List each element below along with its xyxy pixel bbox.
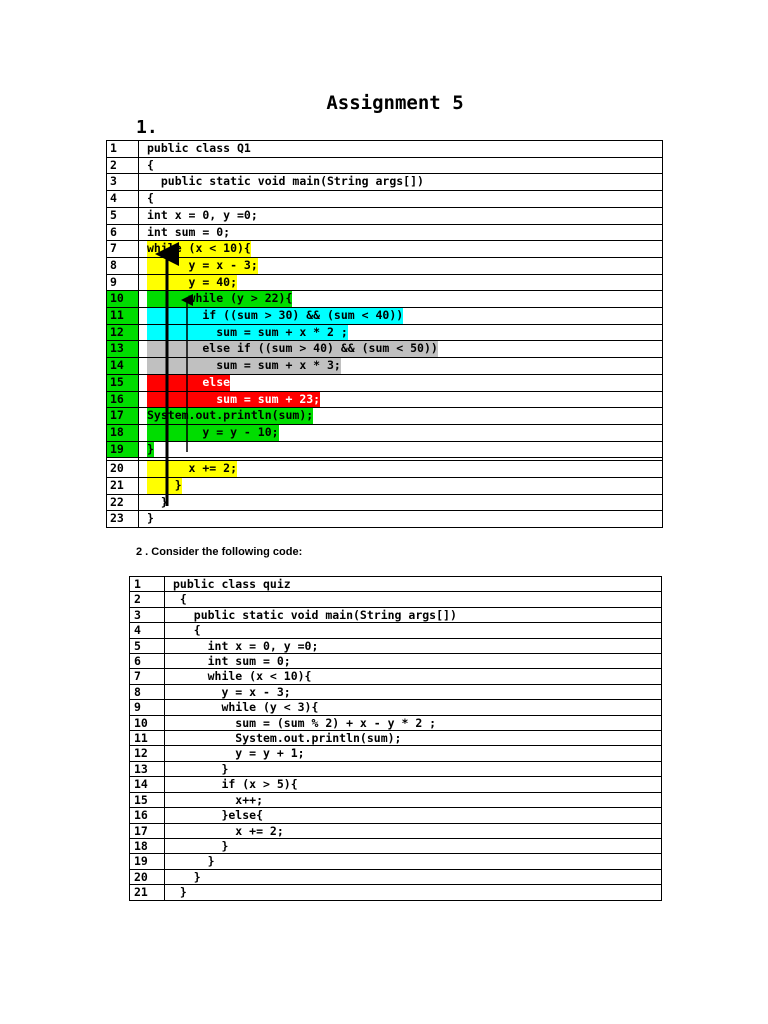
- table-row: [130, 700, 662, 715]
- table-row: [130, 731, 662, 746]
- line-number: 6: [107, 224, 139, 241]
- code-cell: [139, 157, 663, 174]
- code-text: sum = sum + x * 3;: [147, 358, 341, 373]
- line-number: 19: [107, 441, 139, 458]
- table-row: [130, 854, 662, 869]
- line-number: 1: [130, 577, 165, 592]
- table-row: [107, 241, 663, 258]
- code-text: if (x > 5){: [173, 777, 298, 792]
- code-cell: [165, 669, 662, 684]
- line-number: 3: [107, 174, 139, 191]
- line-number: 18: [107, 424, 139, 441]
- code-text: System.out.println(sum);: [147, 408, 314, 423]
- question-2-code-table: [129, 576, 662, 901]
- table-row: [107, 391, 663, 408]
- code-cell: [139, 141, 663, 158]
- table-row: [130, 792, 662, 807]
- line-number: 12: [130, 746, 165, 761]
- table-row: [107, 494, 663, 511]
- code-text: sum = (sum % 2) + x - y * 2 ;: [173, 715, 437, 730]
- line-number: 9: [107, 274, 139, 291]
- code-text: y = y + 1;: [173, 746, 305, 761]
- code-text: {: [147, 191, 154, 206]
- code-text: y = 40;: [147, 274, 238, 289]
- code-text: y = x - 3;: [147, 257, 258, 272]
- code-text: while (y < 3){: [173, 700, 319, 715]
- table-row: [107, 461, 663, 478]
- code-text: }: [147, 511, 154, 526]
- code-cell: [139, 191, 663, 208]
- question-1-number: 1.: [136, 117, 158, 138]
- code-text: x++;: [173, 792, 264, 807]
- code-text: }: [147, 441, 154, 456]
- line-number: 4: [107, 191, 139, 208]
- table-row: [107, 274, 663, 291]
- code-text: else if ((sum > 40) && (sum < 50)): [147, 341, 438, 356]
- table-row: [107, 224, 663, 241]
- line-number: 20: [107, 461, 139, 478]
- code-cell: [165, 808, 662, 823]
- line-number: 7: [107, 241, 139, 258]
- code-cell: [165, 731, 662, 746]
- table-row: [107, 308, 663, 325]
- code-cell: [165, 761, 662, 776]
- table-row: [130, 761, 662, 776]
- line-number: 22: [107, 494, 139, 511]
- line-number: 17: [107, 408, 139, 425]
- code-cell: [165, 607, 662, 622]
- table-row: [107, 257, 663, 274]
- code-text: public static void main(String args[]): [173, 607, 457, 622]
- table-row: [107, 141, 663, 158]
- table-row: [130, 638, 662, 653]
- code-text: System.out.println(sum);: [173, 731, 402, 746]
- line-number: 21: [130, 885, 165, 900]
- table-row: [107, 511, 663, 528]
- code-cell: [139, 207, 663, 224]
- line-number: 9: [130, 700, 165, 715]
- table-row: [107, 174, 663, 191]
- line-number: 16: [107, 391, 139, 408]
- line-number: 13: [130, 761, 165, 776]
- table-row: [130, 577, 662, 592]
- line-number: 7: [130, 669, 165, 684]
- code-text: x += 2;: [147, 461, 238, 476]
- code-cell: [139, 408, 663, 425]
- code-text: x += 2;: [173, 823, 284, 838]
- code-cell: [139, 391, 663, 408]
- table-row: [130, 623, 662, 638]
- code-text: public static void main(String args[]): [147, 174, 424, 189]
- code-text: while (x < 10){: [147, 241, 251, 256]
- code-cell: [139, 341, 663, 358]
- table-row: [130, 746, 662, 761]
- table-row: [107, 324, 663, 341]
- code-cell: [165, 654, 662, 669]
- line-number: 15: [107, 374, 139, 391]
- code-text: int sum = 0;: [147, 224, 231, 239]
- code-cell: [165, 869, 662, 884]
- line-number: 16: [130, 808, 165, 823]
- code-cell: [139, 308, 663, 325]
- code-text: }: [147, 494, 168, 509]
- code-text: }: [147, 478, 182, 493]
- code-text: }: [173, 885, 187, 900]
- code-text: }: [173, 869, 201, 884]
- code-text: while (x < 10){: [173, 669, 312, 684]
- table-row: [107, 157, 663, 174]
- code-text: int sum = 0;: [173, 654, 291, 669]
- code-cell: [139, 511, 663, 528]
- line-number: 6: [130, 654, 165, 669]
- table-row: [130, 808, 662, 823]
- table-row: [107, 424, 663, 441]
- line-number: 5: [130, 638, 165, 653]
- line-number: 2: [107, 157, 139, 174]
- table-row: [107, 441, 663, 458]
- line-number: 3: [130, 607, 165, 622]
- table-row: [107, 291, 663, 308]
- code-text: sum = sum + 23;: [147, 391, 321, 406]
- code-text: public class Q1: [147, 141, 251, 155]
- code-cell: [165, 792, 662, 807]
- line-number: 12: [107, 324, 139, 341]
- table-row: [130, 715, 662, 730]
- table-row: [130, 885, 662, 900]
- code-cell: [165, 623, 662, 638]
- code-cell: [139, 274, 663, 291]
- line-number: 14: [130, 777, 165, 792]
- code-cell: [139, 478, 663, 495]
- table-row: [107, 207, 663, 224]
- table-row: [130, 669, 662, 684]
- table-row: [130, 607, 662, 622]
- code-cell: [139, 224, 663, 241]
- line-number: 18: [130, 838, 165, 853]
- line-number: 20: [130, 869, 165, 884]
- code-cell: [139, 257, 663, 274]
- code-cell: [165, 885, 662, 900]
- code-text: else: [147, 374, 231, 389]
- code-text: y = y - 10;: [147, 424, 279, 439]
- line-number: 8: [130, 684, 165, 699]
- code-cell: [165, 746, 662, 761]
- code-text: if ((sum > 30) && (sum < 40)): [147, 308, 404, 323]
- code-cell: [139, 291, 663, 308]
- code-text: int x = 0, y =0;: [147, 207, 258, 222]
- code-text: }else{: [173, 808, 264, 823]
- question-2-prompt: 2 . Consider the following code:: [136, 546, 303, 558]
- code-text: y = x - 3;: [173, 684, 291, 699]
- line-number: 13: [107, 341, 139, 358]
- code-text: {: [147, 157, 154, 172]
- code-cell: [165, 684, 662, 699]
- code-text: }: [173, 761, 229, 776]
- line-number: 21: [107, 478, 139, 495]
- code-text: }: [173, 854, 215, 869]
- table-row: [107, 374, 663, 391]
- line-number: 8: [107, 257, 139, 274]
- line-number: 17: [130, 823, 165, 838]
- code-text: while (y > 22){: [147, 291, 293, 306]
- table-row: [130, 777, 662, 792]
- code-cell: [165, 592, 662, 607]
- line-number: 14: [107, 358, 139, 375]
- table-row: [130, 838, 662, 853]
- table-row: [130, 823, 662, 838]
- code-text: }: [173, 838, 229, 853]
- page-title: Assignment 5: [326, 92, 464, 114]
- line-number: 2: [130, 592, 165, 607]
- code-cell: [165, 700, 662, 715]
- code-cell: [139, 461, 663, 478]
- line-number: 11: [130, 731, 165, 746]
- code-cell: [139, 441, 663, 458]
- question-1-code-table: [106, 140, 663, 528]
- table-row: [107, 341, 663, 358]
- code-cell: [139, 174, 663, 191]
- table-row: [130, 869, 662, 884]
- code-cell: [139, 324, 663, 341]
- code-cell: [139, 358, 663, 375]
- code-text: public class quiz: [173, 577, 291, 591]
- table-row: [107, 191, 663, 208]
- code-text: sum = sum + x * 2 ;: [147, 324, 348, 339]
- code-cell: [165, 638, 662, 653]
- code-cell: [165, 838, 662, 853]
- line-number: 1: [107, 141, 139, 158]
- table-row: [107, 408, 663, 425]
- table-row: [130, 684, 662, 699]
- line-number: 23: [107, 511, 139, 528]
- code-cell: [165, 823, 662, 838]
- line-number: 10: [130, 715, 165, 730]
- line-number: 5: [107, 207, 139, 224]
- line-number: 10: [107, 291, 139, 308]
- code-cell: [139, 241, 663, 258]
- code-cell: [139, 374, 663, 391]
- code-cell: [165, 715, 662, 730]
- code-text: int x = 0, y =0;: [173, 638, 319, 653]
- code-text: {: [173, 623, 201, 638]
- table-row: [130, 654, 662, 669]
- code-cell: [165, 854, 662, 869]
- code-cell: [165, 577, 662, 592]
- table-row: [107, 478, 663, 495]
- code-text: {: [173, 592, 187, 607]
- line-number: 19: [130, 854, 165, 869]
- line-number: 11: [107, 308, 139, 325]
- code-cell: [139, 424, 663, 441]
- line-number: 15: [130, 792, 165, 807]
- code-cell: [165, 777, 662, 792]
- table-row: [130, 592, 662, 607]
- code-cell: [139, 494, 663, 511]
- line-number: 4: [130, 623, 165, 638]
- table-row: [107, 358, 663, 375]
